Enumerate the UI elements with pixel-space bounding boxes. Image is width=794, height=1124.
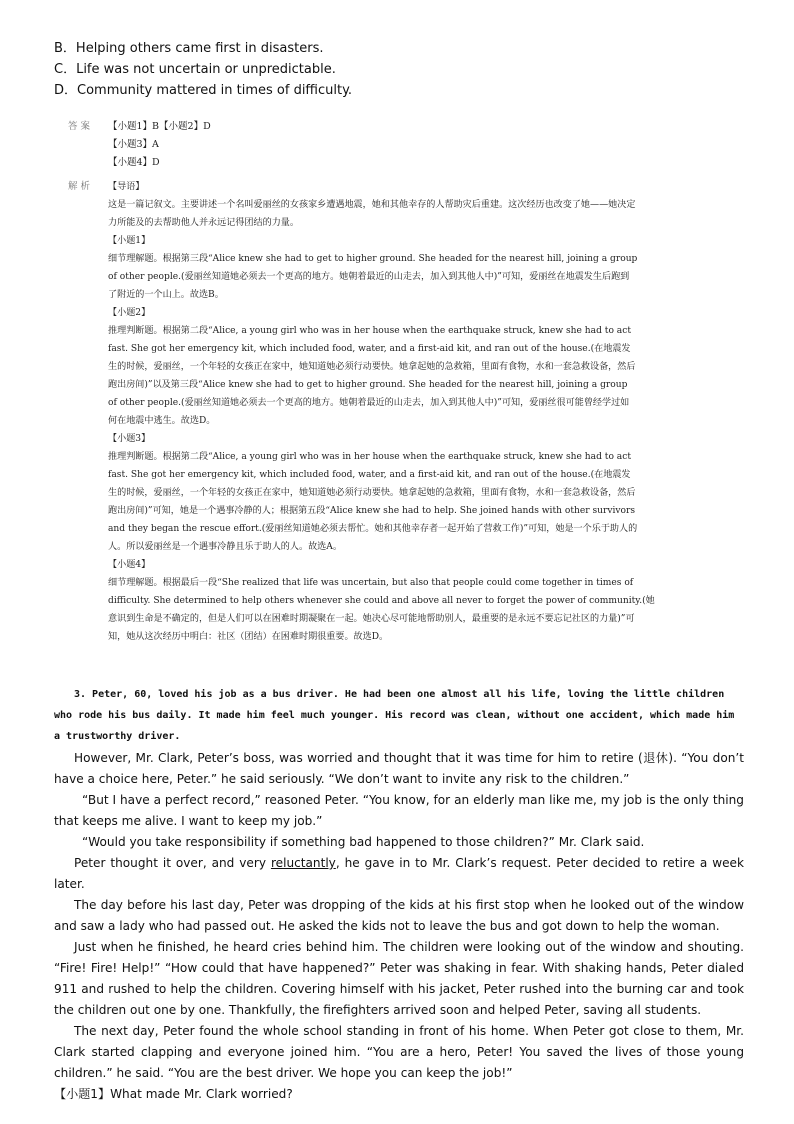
text-run: , he gave in to Mr. Clark’s request. Peter decided to retire a week later. bbox=[54, 856, 744, 891]
explanation-lines bbox=[108, 178, 728, 646]
paragraph: “But I have a perfect record,” reasoned Peter. “You know, for an elderly man like me, my job is the only thing that keeps me alive. I want to keep my job.” bbox=[54, 793, 744, 828]
text-line: 推理判断题。根据第二段“Alice, a young girl who was in her house when the earthquake struck, knew she had to act bbox=[108, 452, 631, 462]
text-line: 细节理解题。根据最后一段“She realized that life was uncertain, but also that people could come together in times of bbox=[108, 578, 634, 588]
text-line: 【小题1】 bbox=[108, 236, 151, 246]
option-d: D．Community mattered in times of difficulty. bbox=[54, 83, 353, 98]
text-line: 生的时候，爱丽丝，一个年轻的女孩正在家中，她知道她必须行动要快。她拿起她的急救箱，里面有食物，水和一套急救设备，然后 bbox=[108, 488, 636, 498]
text-line: 跑出房间)”可知，她是一个遇事冷静的人；根据第五段“Alice knew she had to help. She joined hands with other survivors bbox=[108, 506, 635, 516]
text-line: difficulty. She determined to help others whenever she could and above all never to forget the power of community.(她 bbox=[108, 596, 655, 606]
text-line: 【小题2】 bbox=[108, 308, 151, 318]
intro-line: a trustworthy driver. bbox=[54, 731, 181, 742]
answer-label: 答案 bbox=[68, 121, 94, 132]
paragraph: Just when he finished, he heard cries behind him. The children were looking out of the window and shouting. “Fire! Fire! Help!” “How could that have happened?” Peter was shaking in fear. With shaking hands, Peter dialed 911 and rushed to help the children. Covering himself with his jacket, Peter rushed into the burning car and took the children out one by one. Thankfully, the firefighters arrived soon and helped Peter, saving all students. bbox=[54, 940, 744, 1017]
text-line: fast. She got her emergency kit, which included food, water, and a first-aid kit, and ran out of the house.(在地震发 bbox=[108, 470, 631, 480]
paragraph bbox=[54, 853, 744, 895]
text-line: 知，她从这次经历中明白：社区（团结）在困难时期很重要。故选D。 bbox=[108, 632, 389, 642]
text-line: 意识到生命是不确定的，但是人们可以在困难时期凝聚在一起。她决心尽可能地帮助别人，最重要的是永远不要忘记社区的力量)”可 bbox=[108, 614, 635, 624]
answer-section bbox=[68, 118, 728, 646]
text-line: 【小题4】D bbox=[108, 157, 160, 168]
answer-options bbox=[54, 38, 754, 101]
reading-passage bbox=[54, 684, 744, 1105]
text-line: 【导语】 bbox=[108, 182, 145, 192]
paragraph: However, Mr. Clark, Peter’s boss, was worried and thought that it was time for him to retire (退休). “You don’t have a choice here, Peter.” he said seriously. “We don’t want to invite any risk to the children.” bbox=[54, 751, 744, 786]
text-line: 这是一篇记叙文。主要讲述一个名叫爱丽丝的女孩家乡遭遇地震，她和其他幸存的人帮助灾后重建。这次经历也改变了她——她决定 bbox=[108, 200, 636, 210]
question-1: 【小题1】What made Mr. Clark worried? bbox=[54, 1087, 293, 1101]
option-c: C．Life was not uncertain or unpredictable. bbox=[54, 62, 336, 77]
answer-block bbox=[68, 118, 728, 172]
text-line: fast. She got her emergency kit, which included food, water, and a first-aid kit, and ran out of the house.(在地震发 bbox=[108, 344, 631, 354]
text-run: Peter thought it over, and very bbox=[74, 856, 271, 870]
text-line: 何在地震中逃生。故选D。 bbox=[108, 416, 216, 426]
text-line: 【小题4】 bbox=[108, 560, 151, 570]
intro-line: 3. Peter, 60, loved his job as a bus driver. He had been one almost all his life, loving the little children bbox=[74, 689, 725, 700]
text-line: of other people.(爱丽丝知道她必须去一个更高的地方。她朝着最近的山走去，加入到其他人中)”可知，爱丽丝在地震发生后跑到 bbox=[108, 272, 630, 282]
option-b: B．Helping others came first in disasters. bbox=[54, 41, 324, 56]
explanation-label: 解析 bbox=[68, 181, 94, 192]
text-line: 【小题1】B【小题2】D bbox=[108, 121, 211, 132]
passage-body bbox=[54, 748, 744, 1105]
text-line: 人。所以爱丽丝是一个遇事冷静且乐于助人的人。故选A。 bbox=[108, 542, 342, 552]
text-line: 力所能及的去帮助他人并永远记得团结的力量。 bbox=[108, 218, 299, 228]
text-line: 了附近的一个山上。故选B。 bbox=[108, 290, 224, 300]
intro-line: who rode his bus daily. It made him feel much younger. His record was clean, without one accident, which made him bbox=[54, 710, 735, 721]
text-line: 【小题3】A bbox=[108, 139, 159, 150]
explanation-block bbox=[68, 178, 728, 646]
paragraph: The day before his last day, Peter was dropping of the kids at his first stop when he looked out of the window and saw a lady who had passed out. He asked the kids not to leave the bus and got down to help the woman. bbox=[54, 898, 744, 933]
text-line: 跑出房间)”以及第三段“Alice knew she had to get to higher ground. She headed for the nearest hill, joining a group bbox=[108, 380, 628, 390]
text-line: of other people.(爱丽丝知道她必须去一个更高的地方。她朝着最近的山走去，加入到其他人中)”可知，爱丽丝很可能曾经学过如 bbox=[108, 398, 630, 408]
text-line: 生的时候，爱丽丝，一个年轻的女孩正在家中，她知道她必须行动要快。她拿起她的急救箱，里面有食物，水和一套急救设备，然后 bbox=[108, 362, 636, 372]
paragraph: “Would you take responsibility if something bad happened to those children?” Mr. Clark said. bbox=[82, 835, 645, 849]
text-line: and they began the rescue effort.(爱丽丝知道她必须去帮忙。她和其他幸存者一起开始了营救工作)”可知，她是一个乐于助人的 bbox=[108, 524, 638, 534]
text-line: 【小题3】 bbox=[108, 434, 151, 444]
passage-intro bbox=[54, 684, 744, 747]
text-line: 推理判断题。根据第二段“Alice, a young girl who was in her house when the earthquake struck, knew she had to act bbox=[108, 326, 631, 336]
text-line: 细节理解题。根据第三段“Alice knew she had to get to higher ground. She headed for the nearest hill, joining a group bbox=[108, 254, 638, 264]
answer-lines bbox=[108, 118, 728, 172]
paragraph: The next day, Peter found the whole school standing in front of his home. When Peter got close to them, Mr. Clark started clapping and everyone joined him. “You are a hero, Peter! You saved the lives of those young children.” he said. “You are the best driver. We hope you can keep the job!” bbox=[54, 1024, 744, 1080]
underlined-word: reluctantly bbox=[270, 856, 336, 870]
